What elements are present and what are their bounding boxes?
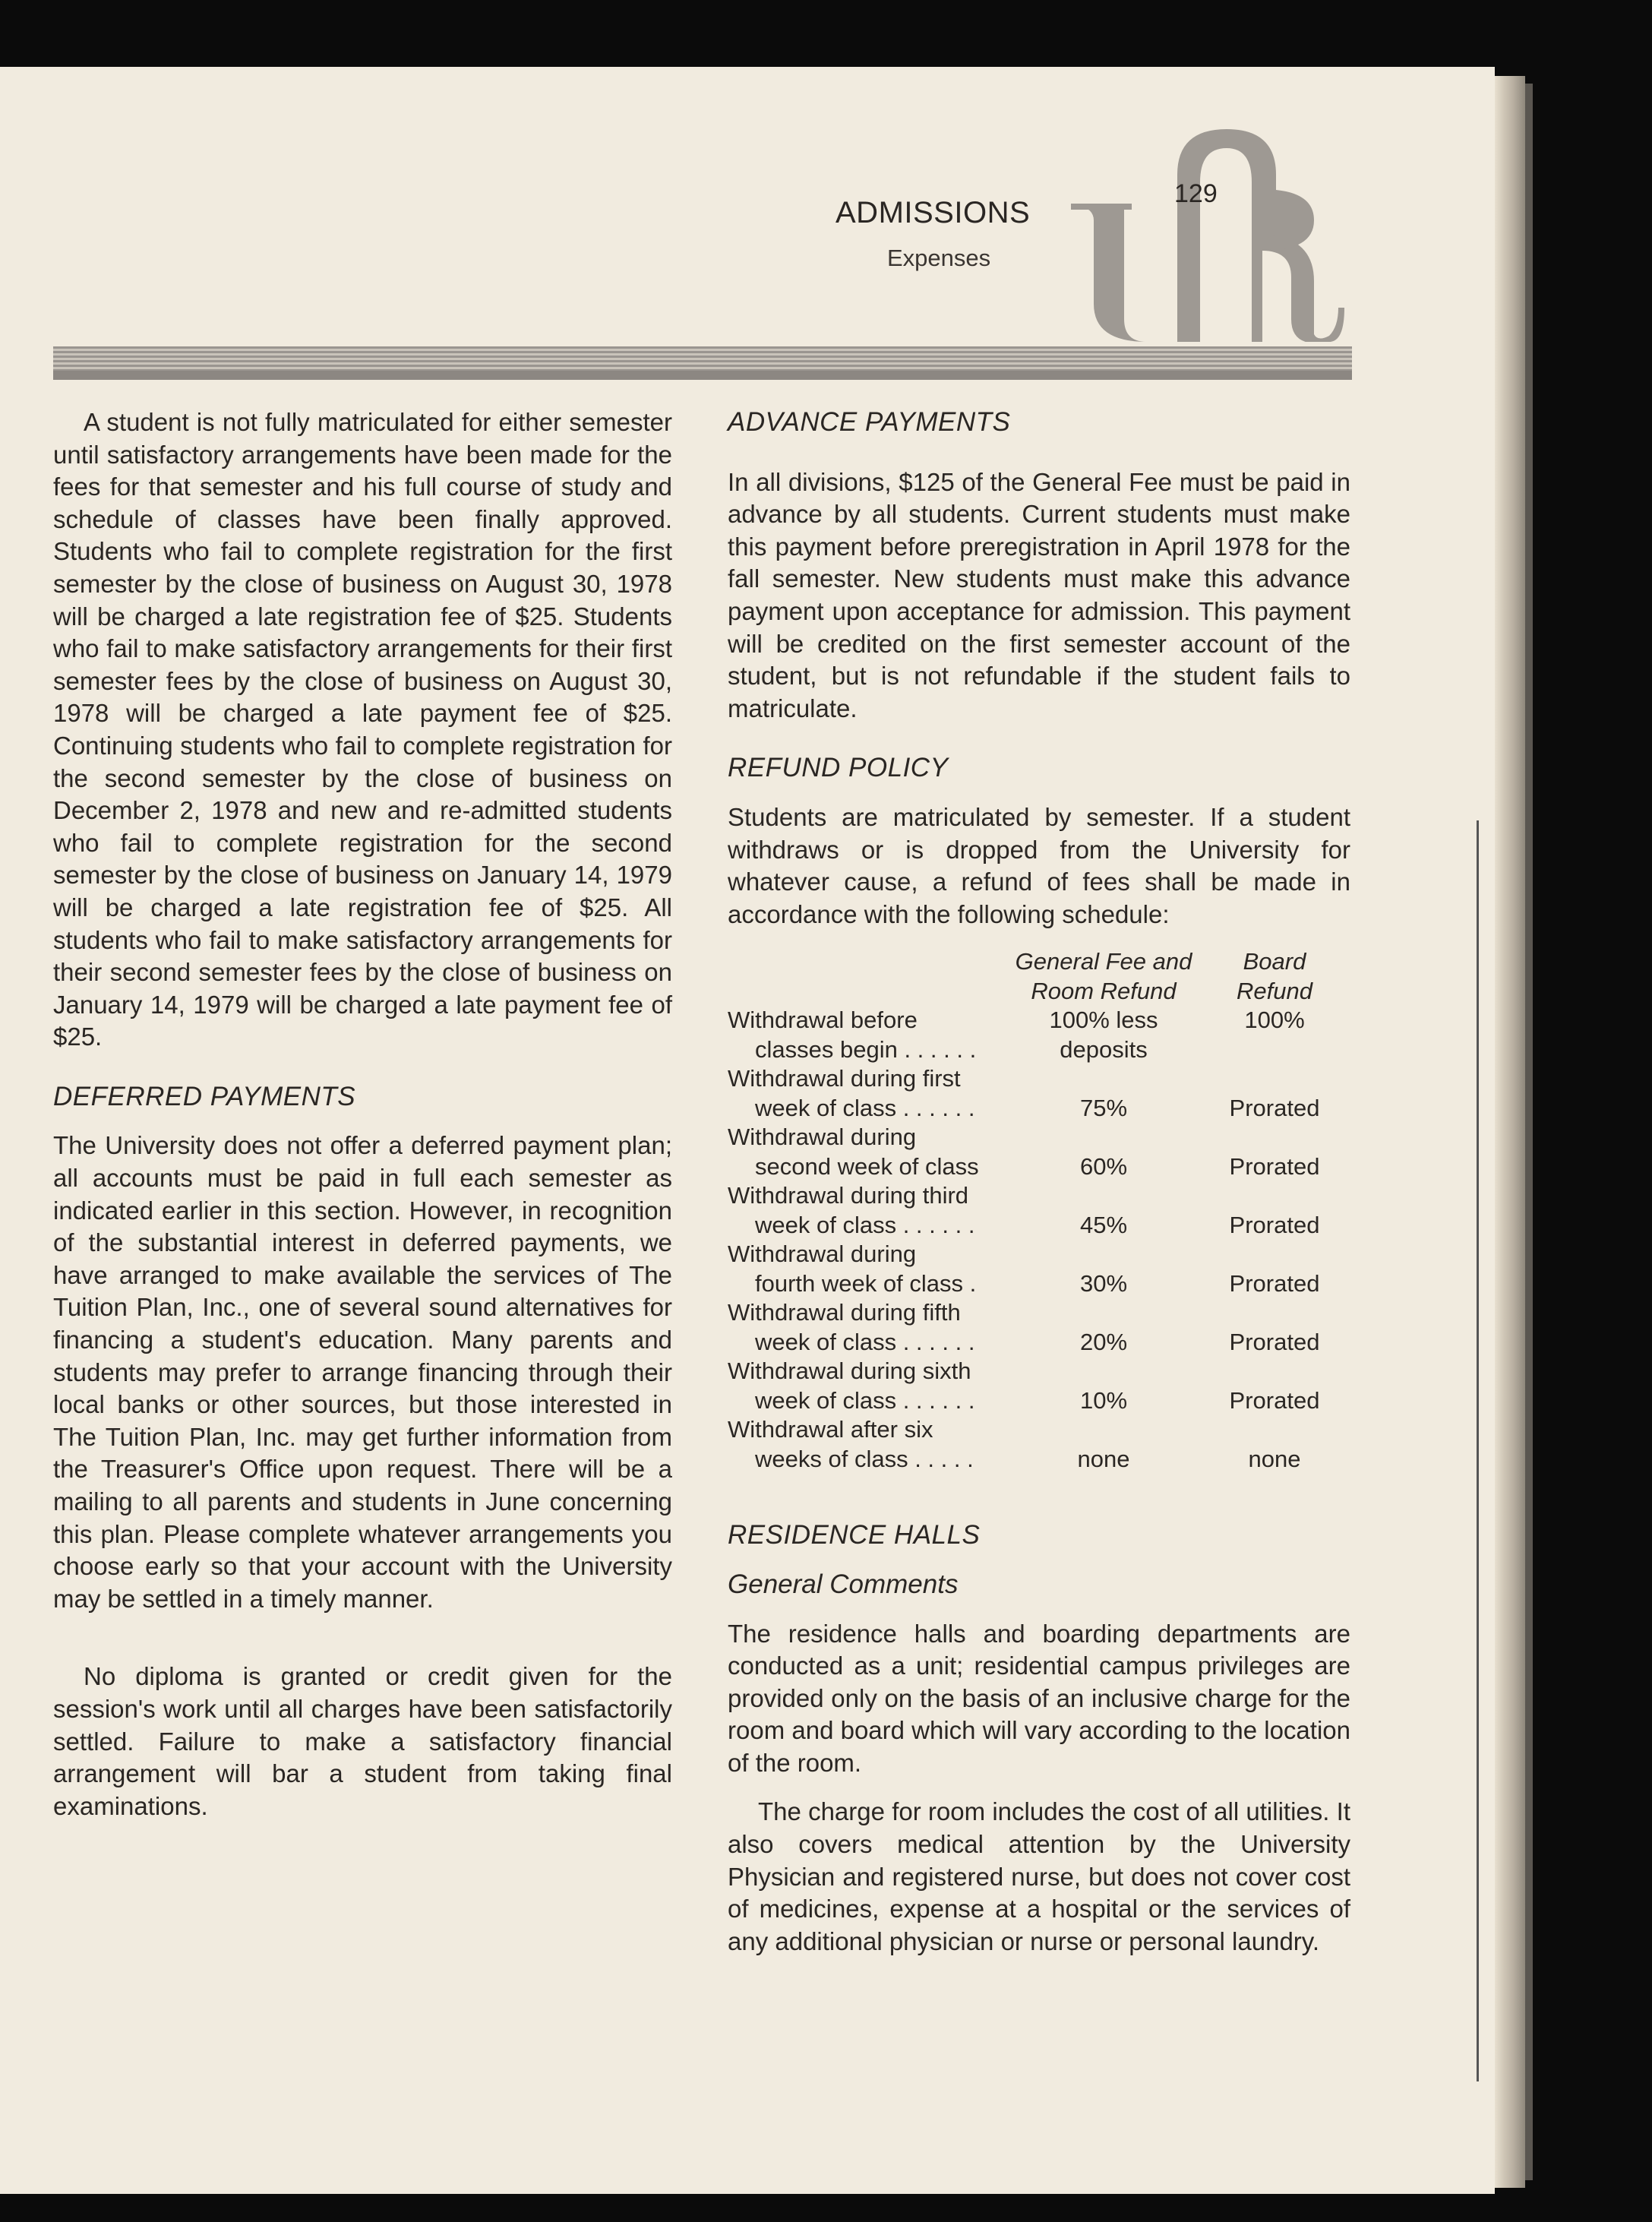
residence-halls-heading: RESIDENCE HALLS bbox=[728, 1520, 981, 1550]
page-number: 129 bbox=[1174, 179, 1218, 208]
refund-table bbox=[728, 947, 1350, 1474]
header-rule bbox=[53, 346, 1352, 380]
table-row: Withdrawal during fifth week of class . . . . . . 20% Prorated bbox=[728, 1299, 1320, 1355]
refund-policy-paragraph: Students are matriculated by semester. If a student withdraws or is dropped from the University for whatever cause, a refund of fees shall be made in accordance with the following schedule: bbox=[728, 802, 1350, 928]
ur-logo bbox=[1063, 114, 1360, 342]
deferred-payments-heading: DEFERRED PAYMENTS bbox=[53, 1081, 356, 1111]
advance-payments-heading: ADVANCE PAYMENTS bbox=[728, 407, 1011, 437]
general-fee-header: General Fee and Room Refund bbox=[1015, 948, 1192, 1004]
section-title: ADMISSIONS bbox=[835, 196, 1031, 229]
table-row: Withdrawal after six weeks of class . . . . . none none bbox=[728, 1416, 1301, 1472]
table-row: Withdrawal during second week of class 60% Prorated bbox=[728, 1124, 1320, 1180]
diploma-paragraph: No diploma is granted or credit given for the session's work until all charges have been satisfactorily settled. Failure to make a satisfactory financial arrangement will bar a student from taking final examinations. bbox=[53, 1662, 672, 1820]
margin-line bbox=[1477, 820, 1479, 2081]
table-row: Withdrawal during sixth week of class . . . . . . 10% Prorated bbox=[728, 1358, 1320, 1414]
table-row: Withdrawal during third week of class . . . . . . 45% Prorated bbox=[728, 1182, 1320, 1238]
subsection-title: Expenses bbox=[887, 245, 991, 271]
general-comments-heading: General Comments bbox=[728, 1569, 959, 1599]
refund-policy-heading: REFUND POLICY bbox=[728, 753, 949, 783]
deferred-payments-paragraph: The University does not offer a deferred payment plan; all accounts must be paid in full each semester as indicated earlier in this section. However, in recognition of the substantial interest in deferred payments, we have arranged to make available the services of The Tuition Plan, Inc., one of several sound alternatives for financing a student's education. Many parents and students may prefer to arrange financing through their local banks or other sources, but those interested in The Tuition Plan, Inc. may get further information from the Treasurer's Office upon request. There will be a mailing to all parents and students in June concerning this plan. Please complete whatever arrangements you choose early so that your account with the University may be settled in a timely manner. bbox=[53, 1131, 672, 1613]
board-header: Board Refund bbox=[1237, 948, 1312, 1004]
table-header-row bbox=[728, 947, 1350, 1006]
page-edge bbox=[1495, 76, 1525, 2188]
table-row: Withdrawal during fourth week of class . 30% Prorated bbox=[728, 1241, 1320, 1297]
matriculation-paragraph: A student is not fully matriculated for either semester until satisfactory arrangements have been made for the fees for that semester and his full course of study and schedule of classes have been finally approved. Students who fail to complete registration for the first semester by the close of business on August 30, 1978 will be charged a late registration fee of $25. Students who fail to make satisfactory arrangements for their first semester fees by the close of business on August 30, 1978 will be charged a late payment fee of $25. Continuing students who fail to complete registration for the second semester by the close of business on December 2, 1978 and new and re-admitted students who fail to complete registration for the second semester by the close of business on January 14, 1979 will be charged a late registration fee of $25. All students who fail to make satisfactory arrangements for their second semester fees by the close of business on January 14, 1979 will be charged a late payment fee of $25. bbox=[53, 408, 672, 1051]
table-row: Withdrawal before classes begin . . . . . . 100% less deposits 100% bbox=[728, 1007, 1305, 1063]
left-column bbox=[53, 406, 672, 1822]
residence-paragraph-1: The residence halls and boarding departments are conducted as a unit; residential campus privileges are provided only on the basis of an inclusive charge for the room and board which will vary according to the location of the room. bbox=[728, 1619, 1350, 1777]
residence-paragraph-2: The charge for room includes the cost of all utilities. It also covers medical attention by the University Physician and registered nurse, but does not cover cost of medicines, expense at a hospital or the services of any additional physician or nurse or personal laundry. bbox=[728, 1797, 1350, 1955]
binding-shadow bbox=[1525, 84, 1533, 2180]
table-row: Withdrawal during first week of class . . . . . . 75% Prorated bbox=[728, 1065, 1320, 1121]
right-column bbox=[728, 406, 1350, 1958]
advance-payments-paragraph: In all divisions, $125 of the General Fee must be paid in advance by all students. Current students must make this payment before preregistration in April 1978 for the fall semester. New students must make this advance payment upon acceptance for admission. This payment will be credited on the first semester account of the student, but is not refundable if the student fails to matriculate. bbox=[728, 467, 1350, 722]
